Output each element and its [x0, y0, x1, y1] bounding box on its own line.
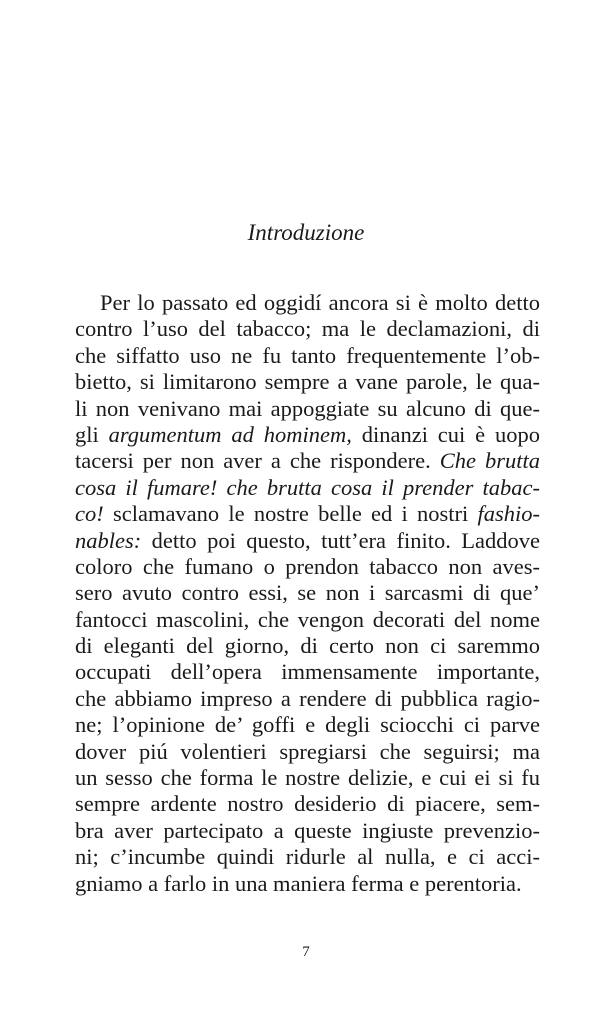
- text-line: [75, 528, 540, 554]
- text-line: [75, 607, 540, 633]
- text-segment: ne; l’opinione de’ goffi e degli sciocchi ci parve: [75, 712, 540, 738]
- text-line: [75, 739, 540, 765]
- text-line: [75, 316, 540, 342]
- italic-text: fashio-: [477, 501, 540, 527]
- text-line: [75, 686, 540, 712]
- text-line: [75, 475, 540, 501]
- text-segment: Per lo passato ed oggidí ancora si è molto detto: [100, 290, 540, 315]
- page-number: 7: [302, 944, 310, 960]
- text-line: [75, 422, 540, 448]
- italic-text: argumentum ad hominem,: [108, 421, 352, 447]
- text-line: [75, 290, 540, 316]
- text-line: [75, 343, 540, 369]
- text-segment: coloro che fumano o prendon tabacco non aves-: [75, 553, 540, 579]
- text-line: [75, 580, 540, 606]
- text-segment: fantocci mascolini, che vengon decorati del nome: [75, 606, 540, 632]
- text-segment: bra aver partecipato a queste ingiuste prevenzio-: [75, 817, 540, 843]
- chapter-title: Introduzione: [247, 220, 365, 245]
- text-segment: gli: [75, 421, 109, 447]
- text-segment: un sesso che forma le nostre delizie, e cui ei si fu: [75, 765, 540, 791]
- text-segment: sclamavano le nostre belle ed i nostri: [103, 501, 478, 527]
- text-segment: detto poi questo, tutt’era finito. Laddove: [141, 527, 540, 553]
- text-segment: che abbiamo impreso a rendere di pubblica ragio-: [75, 685, 540, 711]
- text-segment: tacersi per non aver a che rispondere.: [75, 448, 440, 474]
- italic-text: nables:: [75, 527, 142, 553]
- text-line: [75, 396, 540, 422]
- text-line: [75, 871, 540, 897]
- text-line: [75, 765, 540, 791]
- text-segment: che siffatto uso ne fu tanto frequentemente l’ob-: [75, 342, 540, 368]
- text-line: [75, 369, 540, 395]
- italic-text: Che brutta: [439, 448, 540, 474]
- text-line: [75, 844, 540, 870]
- text-segment: dover piú volentieri spregiarsi che seguirsi; ma: [75, 738, 540, 764]
- text-segment: sero avuto contro essi, se non i sarcasmi di que’: [75, 580, 540, 606]
- italic-text: co!: [75, 501, 104, 527]
- text-segment: gniamo a farlo in una maniera ferma e perentoria.: [75, 870, 522, 896]
- body-paragraph: [75, 290, 540, 897]
- text-segment: occupati dell’opera immensamente importante,: [75, 659, 540, 685]
- text-segment: li non venivano mai appoggiate su alcuno di que-: [75, 395, 540, 421]
- text-segment: dinanzi cui è uopo: [351, 421, 540, 447]
- text-line: [75, 818, 540, 844]
- text-segment: sempre ardente nostro desiderio di piacere, sem-: [75, 791, 540, 817]
- text-line: [75, 791, 540, 817]
- text-segment: contro l’uso del tabacco; ma le declamazioni, di: [75, 316, 540, 342]
- text-line: [75, 501, 540, 527]
- text-segment: ni; c’incumbe quindi ridurle al nulla, e ci acci-: [75, 844, 540, 870]
- text-line: [75, 448, 540, 474]
- text-line: [75, 712, 540, 738]
- text-line: [75, 633, 540, 659]
- text-line: [75, 659, 540, 685]
- italic-text: cosa il fumare! che brutta cosa il prender tabac-: [75, 474, 540, 500]
- text-segment: di eleganti del giorno, di certo non ci saremmo: [75, 633, 540, 659]
- text-line: [75, 554, 540, 580]
- text-segment: bietto, si limitarono sempre a vane parole, le qua-: [75, 369, 540, 395]
